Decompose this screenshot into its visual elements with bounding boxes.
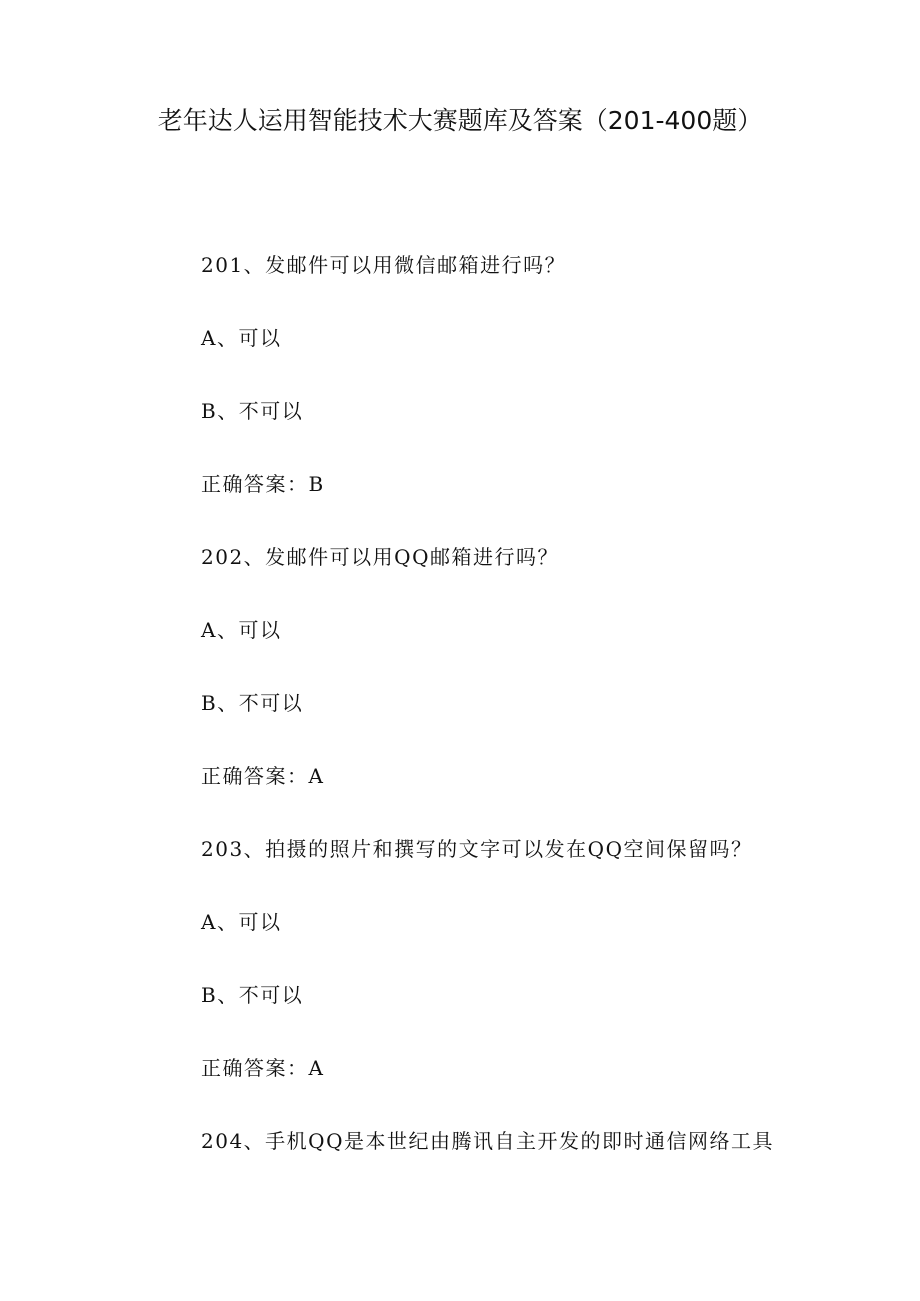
question-202-answer: 正确答案：A: [201, 764, 325, 788]
question-201-answer: 正确答案：B: [201, 472, 325, 496]
question-203-text: 203、拍摄的照片和撰写的文字可以发在QQ空间保留吗？: [201, 837, 753, 861]
question-202-option-a: A、可以: [201, 618, 282, 642]
question-201-option-b: B、不可以: [201, 399, 304, 423]
question-204-text: 204、手机QQ是本世纪由腾讯自主开发的即时通信网络工具: [201, 1129, 774, 1153]
question-203-option-b: B、不可以: [201, 983, 304, 1007]
question-202-text: 202、发邮件可以用QQ邮箱进行吗？: [201, 545, 559, 569]
document-title: 老年达人运用智能技术大赛题库及答案（201-400题）: [157, 106, 763, 135]
question-201-option-a: A、可以: [201, 326, 282, 350]
question-list: [201, 250, 841, 1199]
question-203-option-a: A、可以: [201, 910, 282, 934]
question-202-option-b: B、不可以: [201, 691, 304, 715]
question-203-answer: 正确答案：A: [201, 1056, 325, 1080]
question-201-text: 201、发邮件可以用微信邮箱进行吗？: [201, 253, 567, 277]
